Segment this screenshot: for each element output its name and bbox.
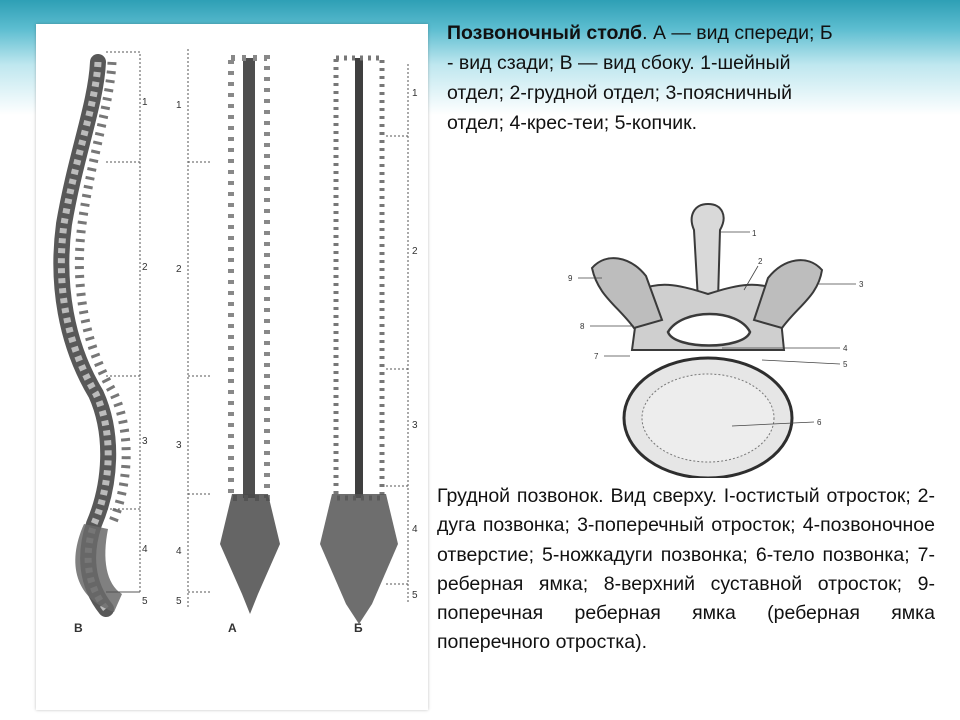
vertebra-label-3: 3 (859, 280, 864, 289)
vertebra-label-1: 1 (752, 229, 757, 238)
back-number-5: 5 (412, 590, 418, 601)
vertebra-drawing (522, 190, 886, 478)
back-number-3: 3 (412, 420, 418, 431)
spine-drawing (36, 24, 428, 710)
back-number-2: 2 (412, 246, 418, 257)
lateral-number-3: 3 (142, 436, 148, 447)
vertebra-label-6: 6 (817, 418, 822, 427)
vertebra-label-7: 7 (594, 352, 599, 361)
slide-title-rest: . А — вид спереди; Б - вид сзади; В — вид сбоку. 1-шейный отдел; 2-грудной отдел; 3-поясничный отдел; 4-крес-теи; 5-копчик. (447, 22, 833, 134)
lateral-number-1: 1 (142, 97, 148, 108)
spine-lateral-view (61, 62, 126, 612)
front-number-1: 1 (176, 100, 182, 111)
vertebra-label-9: 9 (568, 274, 573, 283)
back-number-4: 4 (412, 524, 418, 535)
vertebra-caption: Грудной позвонок. Вид сверху. I-остистый отросток; 2-дуга позвонка; 3-поперечный отросток; 4-позвоночное отверстие; 5-ножкадуги позвонка; 6-тело позвонка; 7-реберная ямка; 8-верхний суставной отросток; 9-поперечная реберная ямка (реберная ямка поперечного отростка). (437, 485, 935, 654)
vertebra-label-8: 8 (580, 322, 585, 331)
slide-title: Позвоночный столб (447, 22, 643, 44)
vertebra-label-4: 4 (843, 344, 848, 353)
back-number-1: 1 (412, 88, 418, 99)
lateral-number-4: 4 (142, 544, 148, 555)
front-number-4: 4 (176, 546, 182, 557)
view-letter-lateral: В (74, 621, 83, 635)
spine-illustration (36, 24, 428, 710)
vertebra-label-5: 5 (843, 360, 848, 369)
spine-description (447, 18, 837, 138)
vertebra-illustration (522, 190, 886, 478)
spine-back-view (320, 58, 398, 624)
view-letter-back: Б (354, 621, 363, 635)
lateral-number-5: 5 (142, 596, 148, 607)
front-number-2: 2 (176, 264, 182, 275)
lateral-number-2: 2 (142, 262, 148, 273)
front-number-5: 5 (176, 596, 182, 607)
vertebra-label-2: 2 (758, 257, 763, 266)
spine-front-view (220, 58, 280, 614)
view-letter-front: А (228, 621, 237, 635)
front-number-3: 3 (176, 440, 182, 451)
